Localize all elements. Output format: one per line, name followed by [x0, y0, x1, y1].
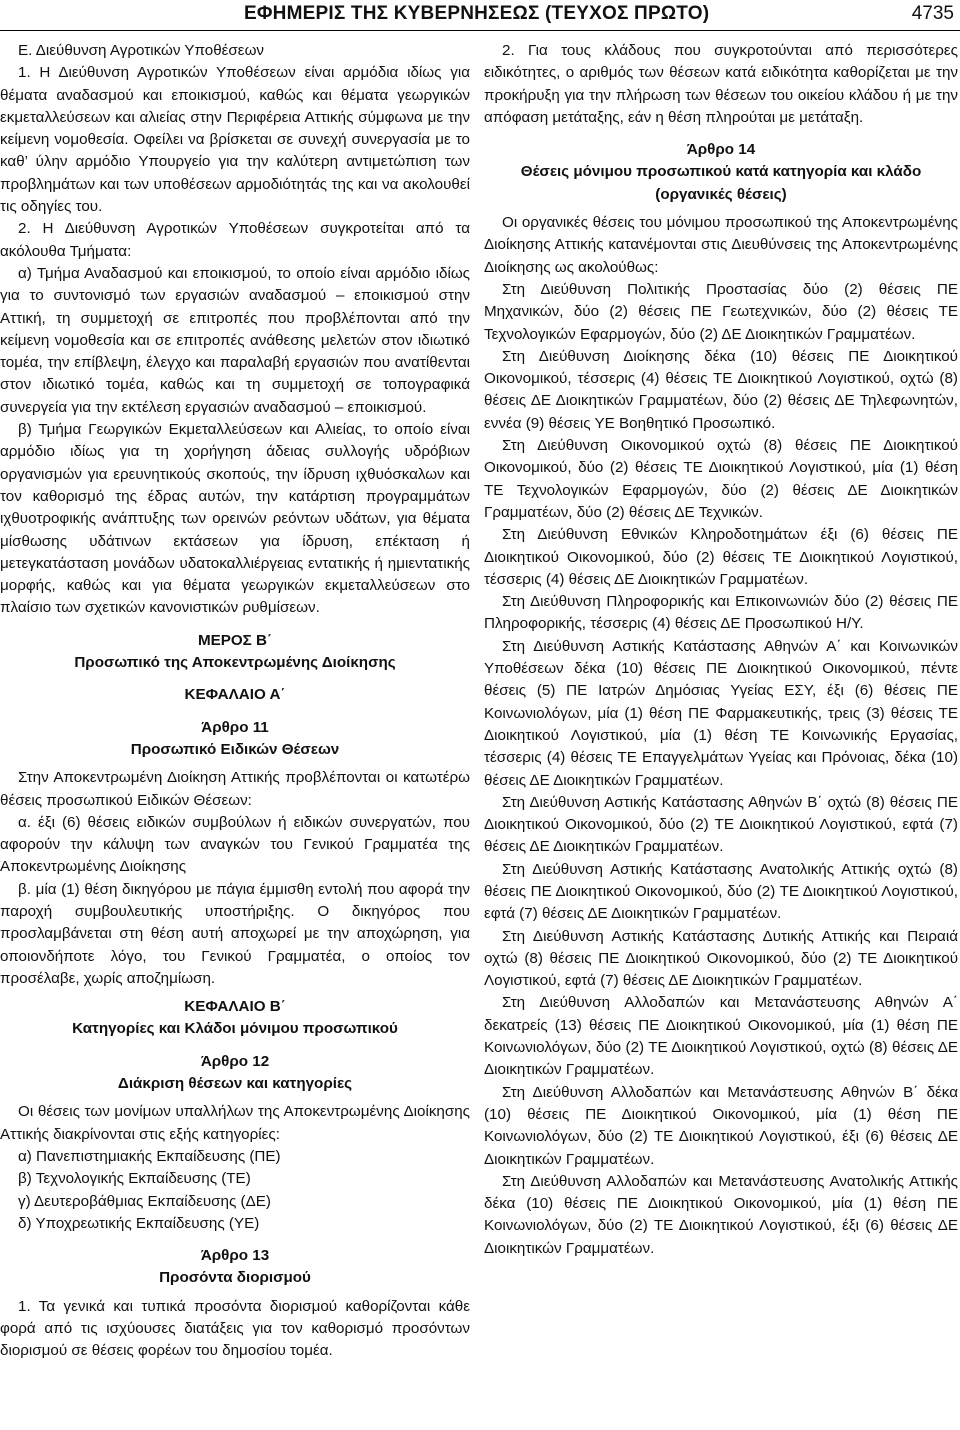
- paragraph: β. μία (1) θέση δικηγόρου με πάγια έμμισθη εντολή που αφορά την παροχή συμβουλευτικής υποστήριξης. Ο δικηγόρος που προσλαμβάνεται στη θέση αυτή αποχωρεί με την αποχώρηση, για οποιονδήποτε λόγο, του Γενικού Γραμματέα, ο οποίος τον προσέλαβε, χωρίς αποζημίωση.: [0, 880, 470, 987]
- paragraph: 2. Η Διεύθυνση Αγροτικών Υποθέσεων συγκροτείται από τα ακόλουθα Τμήματα:: [0, 220, 470, 260]
- chapter-heading: ΚΕΦΑΛΑΙΟ Β΄: [184, 998, 286, 1016]
- page-number: 4735: [911, 3, 954, 24]
- article-heading: Άρθρο 11: [201, 718, 269, 736]
- chapter-title: Κατηγορίες και Κλάδοι μόνιμου προσωπικού: [72, 1020, 398, 1038]
- section-heading: Ε. Διεύθυνση Αγροτικών Υποθέσεων: [18, 42, 265, 59]
- article-heading: Άρθρο 12: [200, 1052, 270, 1070]
- paragraph: Στη Διεύθυνση Διοίκησης δέκα (10) θέσεις ΠΕ Διοικητικού Οικονομικού, τέσσερις (4) θέσεις ΤΕ Διοικητικού Λογιστικού, οχτώ (8) θέσεις ΔΕ Διοικητικών Γραμματέων, δύο (2) θέσεις ΔΕ Τηλεφωνητών, εννέα (9) θέσεις ΥΕ Βοηθητικό Προσωπικό.: [484, 347, 958, 432]
- list-item: δ) Υποχρεωτικής Εκπαίδευσης (ΥΕ): [18, 1214, 260, 1232]
- page-header: [0, 0, 960, 31]
- list-item: γ) Δευτεροβάθμιας Εκπαίδευσης (ΔΕ): [18, 1192, 271, 1210]
- article-title: Θέσεις μόνιμου προσωπικού κατά κατηγορία και κλάδο (οργανικές θέσεις): [520, 163, 922, 203]
- paragraph: Στη Διεύθυνση Αστικής Κατάστασης Αθηνών Α΄ και Κοινωνικών Υποθέσεων δέκα (10) θέσεις ΠΕ Διοικητικού Οικονομικού, πέντε θέσεις (5) ΠΕ Ιατρών Δημόσιας Υγείας ΕΣΥ, έξι (6) θέσεις ΠΕ Κοινωνιολόγων, μία (1) θέση ΠΕ Φαρμακευτικής, τρεις (3) θέσεις ΤΕ Διοικητικού Λογιστικού, μία (1) θέση ΤΕ Κοινωνικής Εργασίας, τέσσερις (4) θέσεις ΤΕ Επαγγελμάτων Υγείας και Πρόνοιας, δέκα (10) θέσεις ΔΕ Διοικητικών Γραμματέων.: [484, 637, 958, 789]
- left-column: [0, 40, 470, 1363]
- article-title: Προσόντα διορισμού: [159, 1269, 311, 1287]
- paragraph: Στη Διεύθυνση Εθνικών Κληροδοτημάτων έξι (6) θέσεις ΠΕ Διοικητικού Οικονομικού, δύο (2) θέσεις ΤΕ Διοικητικού Λογιστικού, τέσσερις (4) θέσεις ΔΕ Διοικητικών Γραμματέων.: [484, 526, 958, 588]
- article-title: Διάκριση θέσεων και κατηγορίες: [117, 1075, 353, 1093]
- paragraph: Στη Διεύθυνση Αλλοδαπών και Μετανάστευσης Αθηνών Β΄ δέκα (10) θέσεις ΠΕ Διοικητικού Οικονομικού, μία (1) θέση ΠΕ Κοινωνιολόγων, δύο (2) ΤΕ Διοικητικού Λογιστικού, έξι (6) θέσεις ΔΕ Διοικητικών Γραμματέων.: [484, 1083, 958, 1168]
- paragraph: Στη Διεύθυνση Αλλοδαπών και Μετανάστευσης Ανατολικής Αττικής δέκα (10) θέσεις ΠΕ Διοικητικού Οικονομικού, μία (1) θέση ΠΕ Κοινωνιολόγων, δύο (2) ΤΕ Διοικητικού Λογιστικού, έξι (6) θέσεις ΔΕ Διοικητικών Γραμματέων.: [484, 1172, 958, 1257]
- part-title: Προσωπικό της Αποκεντρωμένης Διοίκησης: [74, 654, 396, 672]
- paragraph: 1. Η Διεύθυνση Αγροτικών Υποθέσεων είναι αρμόδια ιδίως για θέματα αναδασμού και εποικισμού, καθώς και θέματα γεωργικών εκμεταλλεύσεων και αλιείας στην Περιφέρεια Αττικής σύμφωνα με την κείμενη νομοθεσία. Οφείλει να βρίσκεται σε συνεχή συνεργασία με το καθ’ ύλην αρμόδιο Υπουργείο για την καλύτερη αντιμετώπιση των προβλημάτων και των υποθέσεων αρμοδιότητάς της και να ακολουθεί τις οδηγίες του.: [0, 64, 470, 216]
- paragraph: Στην Αποκεντρωμένη Διοίκηση Αττικής προβλέπονται οι κατωτέρω θέσεις προσωπικού Ειδικών Θέσεων:: [0, 769, 470, 809]
- paragraph: Οι οργανικές θέσεις του μόνιμου προσωπικού της Αποκεντρωμένης Διοίκησης Αττικής κατανέμονται στις Διευθύνσεις της Αποκεντρωμένης Διοίκησης ως ακολούθως:: [484, 214, 958, 276]
- article-title: Προσωπικό Ειδικών Θέσεων: [130, 740, 340, 758]
- paragraph: Στη Διεύθυνση Οικονομικού οχτώ (8) θέσεις ΠΕ Διοικητικού Οικονομικού, δύο (2) θέσεις ΤΕ Διοικητικού Λογιστικού, μία (1) θέση ΤΕ Τεχνολογικών Εφαρμογών, δύο (2) θέσεις ΔΕ Διοικητικών Γραμματέων, δύο (2) θέσεις ΔΕ Τεχνικών.: [484, 437, 958, 521]
- paragraph: Στη Διεύθυνση Αλλοδαπών και Μετανάστευσης Αθηνών Α΄ δεκατρείς (13) θέσεις ΠΕ Διοικητικού Οικονομικού, μία (1) θέση ΠΕ Κοινωνιολόγων, δύο (2) ΤΕ Διοικητικού Λογιστικού, οχτώ (8) θέσεις ΔΕ Διοικητικών Γραμματέων.: [484, 994, 958, 1079]
- paragraph: Στη Διεύθυνση Αστικής Κατάστασης Δυτικής Αττικής και Πειραιά οχτώ (8) θέσεις ΠΕ Διοικητικού Οικονομικού, δύο (2) ΤΕ Διοικητικού Λογιστικού, εφτά (7) θέσεις ΔΕ Διοικητικών Γραμματέων.: [484, 927, 958, 990]
- part-heading: ΜΕΡΟΣ Β΄: [197, 631, 273, 649]
- chapter-heading: ΚΕΦΑΛΑΙΟ Α΄: [184, 686, 286, 704]
- right-column: [484, 40, 958, 1260]
- paragraph: Στη Διεύθυνση Πληροφορικής και Επικοινωνιών δύο (2) θέσεις ΠΕ Πληροφορικής, τέσσερις (4) θέσεις ΔΕ Προσωπικού Η/Υ.: [484, 593, 958, 633]
- article-heading: Άρθρο 13: [200, 1247, 270, 1265]
- paragraph: α. έξι (6) θέσεις ειδικών συμβούλων ή ειδικών συνεργατών, που αφορούν την κάλυψη των αναγκών του Γενικού Γραμματέα της Αποκεντρωμένης Διοίκησης: [0, 813, 470, 876]
- paragraph: 2. Για τους κλάδους που συγκροτούνται από περισσότερες ειδικότητες, ο αριθμός των θέσεων κατά ειδικότητα καθορίζεται με την προκήρυξη για την πλήρωση των θέσεων του οικείου κλάδου ή με την απόφαση μετάταξης, εάν η θέση πληρούται με μετάταξη.: [484, 42, 958, 126]
- gazette-title: ΕΦΗΜΕΡΙΣ ΤΗΣ ΚΥΒΕΡΝΗΣΕΩΣ (ΤΕΥΧΟΣ ΠΡΩΤΟ): [244, 3, 710, 24]
- paragraph: 1. Τα γενικά και τυπικά προσόντα διορισμού καθορίζονται κάθε φορά από τις ισχύουσες διατάξεις για τον καθορισμό προσόντων διορισμού σε θέσεις φορέων του δημοσίου τομέα.: [0, 1297, 470, 1360]
- paragraph: β) Τμήμα Γεωργικών Εκμεταλλεύσεων και Αλιείας, το οποίο είναι αρμόδιο ιδίως για τη χορήγηση άδειας συλλογής υδρόβιων οργανισμών για ερευνητικούς σκοπούς, την ίδρυση ιχθυόσκαλων και τον καθορισμό της έδρας αυτών, την κατάρτιση προγραμμάτων ιχθυοτροφικής ανάπτυξης των ορεινών ρεόντων υδάτων, για θέματα μίσθωσης υδάτινων εκτάσεων για ίδρυση, επέκταση ή μετεγκατάσταση μονάδων υδατοκαλλιέργειας εντατικής ή ημιεντατικής μορφής, καθώς και για θέματα γεωργικών εκμεταλλεύσεων στο πλαίσιο των σχετικών κανονιστικών ρυθμίσεων.: [0, 421, 470, 617]
- paragraph: Στη Διεύθυνση Αστικής Κατάστασης Ανατολικής Αττικής οχτώ (8) θέσεις ΠΕ Διοικητικού Οικονομικού, δύο (2) ΤΕ Διοικητικού Λογιστικού, εφτά (7) θέσεις ΔΕ Διοικητικών Γραμματέων.: [484, 860, 958, 923]
- paragraph: Οι θέσεις των μονίμων υπαλλήλων της Αποκεντρωμένης Διοίκησης Αττικής διακρίνονται στις εξής κατηγορίες:: [0, 1103, 470, 1143]
- paragraph: Στη Διεύθυνση Αστικής Κατάστασης Αθηνών Β΄ οχτώ (8) θέσεις ΠΕ Διοικητικού Οικονομικού, δύο (2) ΤΕ Διοικητικού Λογιστικού, εφτά (7) θέσεις ΔΕ Διοικητικών Γραμματέων.: [484, 793, 958, 856]
- list-item: β) Τεχνολογικής Εκπαίδευσης (ΤΕ): [18, 1170, 251, 1188]
- article-heading: Άρθρο 14: [686, 141, 756, 159]
- paragraph: α) Τμήμα Αναδασμού και εποικισμού, το οποίο είναι αρμόδιο ιδίως για το συντονισμό των εργασιών αναδασμού – εποικισμού στην Αττική, τη συμμετοχή σε επιτροπές που προβλέπονται από την κείμενη νομοθεσία και σε επιτροπές ανάθεσης μελετών στον ιδιωτικό τομέα, την επίβλεψη, έλεγχο και παραλαβή εργασιών που ανατίθενται στον ιδιωτικό τομέα, καθώς και τη συμμετοχή σε τοπογραφικά συνεργεία για την εκτέλεση εργασιών αναδασμού – εποικισμού.: [0, 264, 470, 416]
- list-item: α) Πανεπιστημιακής Εκπαίδευσης (ΠΕ): [18, 1147, 281, 1165]
- paragraph: Στη Διεύθυνση Πολιτικής Προστασίας δύο (2) θέσεις ΠΕ Μηχανικών, δύο (2) θέσεις ΠΕ Γεωτεχνικών, δύο (2) θέσεις ΤΕ Τεχνολογικών Εφαρμογών, δύο (2) ΔΕ Διοικητικών Γραμματέων.: [484, 280, 958, 343]
